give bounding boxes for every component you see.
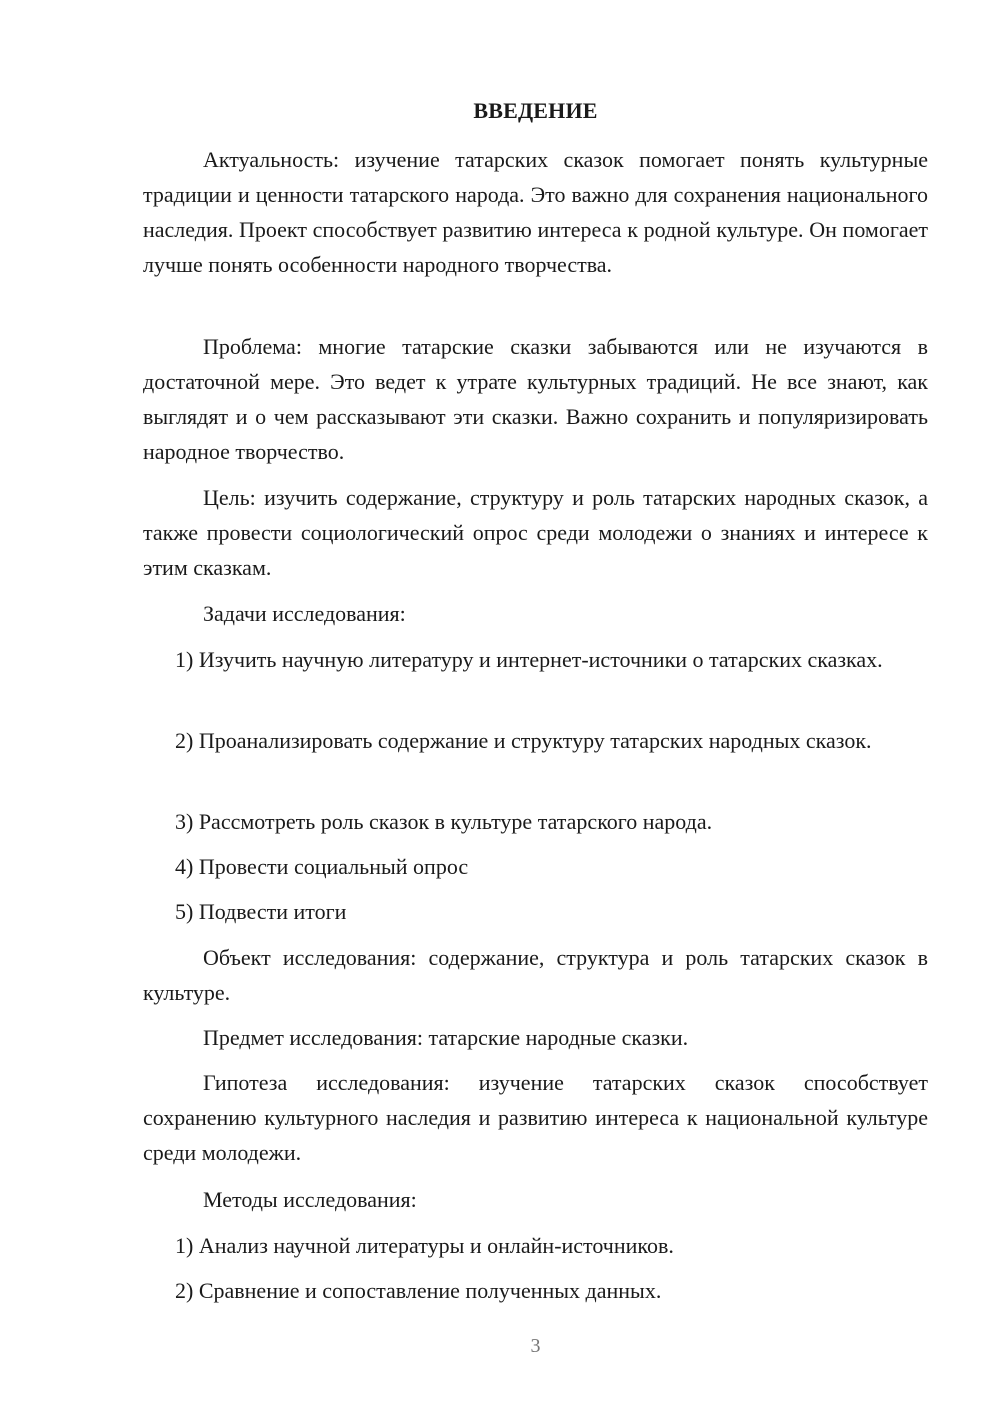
paragraph-goal: Цель: изучить содержание, структуру и роль татарских народных сказок, а также провести социологический опрос среди молодежи о знаниях и интересе к этим сказкам. — [143, 485, 928, 580]
list-item-method-1: 1) Анализ научной литературы и онлайн-источников. — [175, 1233, 674, 1258]
page-number: 3 — [530, 1335, 541, 1357]
paragraph-subject: Предмет исследования: татарские народные сказки. — [203, 1025, 689, 1050]
document-page — [143, 0, 928, 1414]
list-item-task-4: 4) Провести социальный опрос — [175, 854, 469, 879]
section-heading: ВВЕДЕНИЕ — [473, 98, 598, 123]
list-item-task-5: 5) Подвести итоги — [175, 899, 347, 924]
list-item-task-2: 2) Проанализировать содержание и структуру татарских народных сказок. — [175, 728, 872, 753]
paragraph-relevance: Актуальность: изучение татарских сказок помогает понять культурные традиции и ценности татарского народа. Это важно для сохранения национального наследия. Проект способствует развитию интереса к родной культуре. Он помогает лучше понять особенности народного творчества. — [143, 147, 928, 277]
list-item-task-3: 3) Рассмотреть роль сказок в культуре татарского народа. — [175, 809, 713, 834]
list-item-task-1: 1) Изучить научную литературу и интернет-источники о татарских сказках. — [175, 647, 883, 672]
paragraph-object: Объект исследования: содержание, структура и роль татарских сказок в культуре. — [143, 945, 928, 1005]
paragraph-hypothesis: Гипотеза исследования: изучение татарских сказок способствует сохранению культурного наследия и развитию интереса к национальной культуре среди молодежи. — [143, 1070, 928, 1165]
paragraph-tasks-title: Задачи исследования: — [203, 601, 406, 626]
paragraph-methods-title: Методы исследования: — [203, 1187, 417, 1212]
list-item-method-2: 2) Сравнение и сопоставление полученных данных. — [175, 1278, 662, 1303]
paragraph-problem: Проблема: многие татарские сказки забываются или не изучаются в достаточной мере. Это ведет к утрате культурных традиций. Не все знают, как выглядят и о чем рассказывают эти сказки. Важно сохранить и популяризировать народное творчество. — [143, 334, 928, 464]
